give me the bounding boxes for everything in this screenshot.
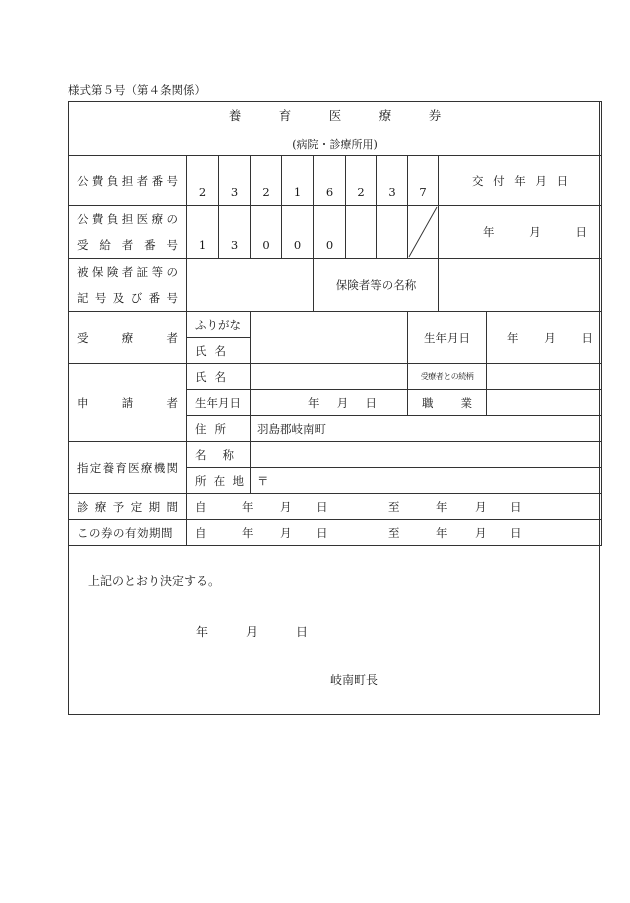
patient-label: 受療者 xyxy=(69,312,187,364)
relation-label: 受療者との続柄 xyxy=(408,364,487,390)
patient-birth-label: 生年月日 xyxy=(408,312,487,364)
recipient-digit-1[interactable]: 1 xyxy=(187,206,219,259)
valid-from-day: 日 xyxy=(316,526,328,540)
issue-year-label: 年 xyxy=(483,225,495,239)
valid-to-month: 月 xyxy=(475,526,487,540)
applicant-name-label: 氏名 xyxy=(187,364,251,390)
treatment-to: 至 xyxy=(388,500,400,514)
recipient-digit-5[interactable]: 0 xyxy=(314,206,346,259)
treatment-from-day: 日 xyxy=(316,500,328,514)
payer-digit-8[interactable]: 7 xyxy=(408,156,439,206)
insurer-name-label: 保険者等の名称 xyxy=(314,259,439,312)
payer-digit-1[interactable]: 2 xyxy=(187,156,219,206)
valid-from: 自 xyxy=(195,526,207,540)
treatment-to-month: 月 xyxy=(475,500,487,514)
insurance-label-line2: 記号及び番号 xyxy=(77,291,178,305)
treatment-period-label: 診療予定期間 xyxy=(69,494,187,520)
valid-from-year: 年 xyxy=(242,526,254,540)
form-number-label: 様式第５号（第４条関係） xyxy=(68,83,206,97)
document-subtitle: (病院・診療所用) xyxy=(292,137,378,151)
applicant-address-label: 住所 xyxy=(187,416,251,442)
decision-statement: 上記のとおり決定する。 xyxy=(88,574,221,588)
valid-from-month: 月 xyxy=(280,526,292,540)
decision-date[interactable] xyxy=(158,623,308,640)
payer-digit-5[interactable]: 6 xyxy=(314,156,346,206)
treatment-from: 自 xyxy=(195,500,207,514)
decision-year: 年 xyxy=(195,625,208,639)
decision-day: 日 xyxy=(295,625,308,639)
treatment-to-year: 年 xyxy=(436,500,448,514)
patient-furigana-label: ふりがな xyxy=(187,312,251,338)
recipient-label-line1: 公費負担医療の xyxy=(77,212,178,226)
payer-digit-4[interactable]: 1 xyxy=(282,156,314,206)
treatment-from-month: 月 xyxy=(280,500,292,514)
payer-digit-7[interactable]: 3 xyxy=(377,156,408,206)
payer-digit-3[interactable]: 2 xyxy=(251,156,282,206)
payer-digit-6[interactable]: 2 xyxy=(346,156,377,206)
applicant-birth-label: 生年月日 xyxy=(187,390,251,416)
institution-name-label: 名称 xyxy=(187,442,251,468)
postal-mark: 〒 xyxy=(257,473,269,488)
decision-month: 月 xyxy=(245,625,258,639)
patient-birth-day: 日 xyxy=(581,330,594,345)
document-title: 養 育 医 療 券 xyxy=(228,107,442,123)
decision-section xyxy=(68,539,601,715)
institution-location-label: 所在地 xyxy=(187,468,251,494)
insurance-label-line1: 被保険者証等の xyxy=(77,265,178,279)
payer-number-label: 公費負担者番号 xyxy=(69,156,187,206)
issue-date-label: 交 付 年 月 日 xyxy=(439,156,602,206)
applicant-birth-year: 年 xyxy=(308,395,320,410)
valid-to: 至 xyxy=(388,526,400,540)
treatment-to-day: 日 xyxy=(510,500,522,514)
occupation-label: 職業 xyxy=(408,390,487,416)
issue-day-label: 日 xyxy=(575,225,588,239)
recipient-digit-3[interactable]: 0 xyxy=(251,206,282,259)
patient-birth-month: 月 xyxy=(544,330,556,345)
payer-digit-2[interactable]: 3 xyxy=(219,156,251,206)
recipient-label-line2: 受給者番号 xyxy=(77,238,178,252)
patient-name-label: 氏名 xyxy=(187,338,251,364)
issue-month-label: 月 xyxy=(529,225,541,239)
institution-label: 指定養育医療機関 xyxy=(69,442,187,494)
signatory: 岐南町長 xyxy=(330,673,379,687)
recipient-digit-4[interactable]: 0 xyxy=(282,206,314,259)
applicant-birth-month: 月 xyxy=(336,395,349,410)
valid-period-label: この券の有効期間 xyxy=(69,520,187,546)
valid-to-year: 年 xyxy=(436,526,448,540)
applicant-birth-day: 日 xyxy=(365,395,377,410)
patient-birth-year: 年 xyxy=(507,330,519,345)
applicant-address-value[interactable]: 羽島郡岐南町 xyxy=(251,416,602,442)
valid-to-day: 日 xyxy=(510,526,522,540)
applicant-label: 申請者 xyxy=(69,364,187,442)
treatment-from-year: 年 xyxy=(242,500,254,514)
recipient-digit-2[interactable]: 3 xyxy=(219,206,251,259)
